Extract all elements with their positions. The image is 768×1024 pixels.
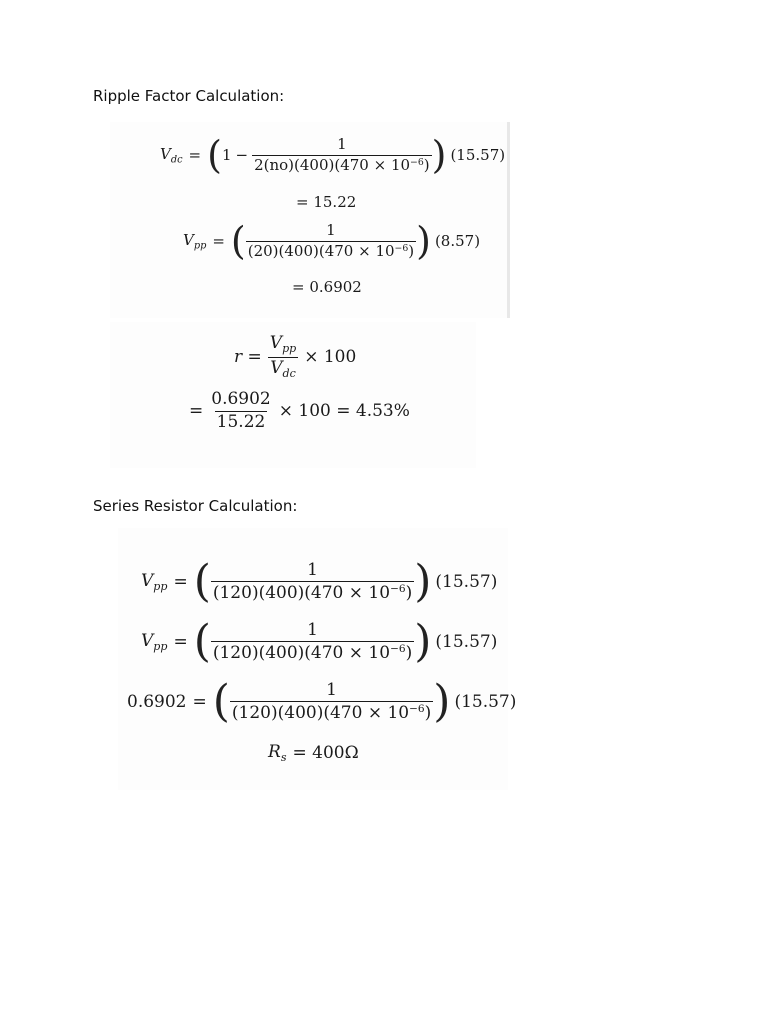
vpp-symbol: $V_{pp}$ (183, 230, 207, 252)
panel-edge (507, 122, 510, 318)
ratio-definition: r = $\frac{V_{pp}}{V_{dc}}$ × 100 (234, 333, 357, 380)
ripple-percentage: × 100 = 4.53% (278, 401, 410, 422)
vpp-over-vdc: $\frac{V_{pp}}{V_{dc}}$ (269, 333, 297, 380)
vdc-multiplier: (15.57) (450, 146, 506, 164)
vdc-one: 1 (221, 146, 232, 164)
vpp-result: = 0.6902 (292, 278, 362, 296)
ripple-heading: Ripple Factor Calculation: (93, 87, 285, 105)
vpp-equation: $V_{pp}$ = ( $\frac{1}{(20)(400)(470 \times 10^{-6})}$ ) (8.57) (183, 219, 481, 263)
vpp-fraction: $\frac{1}{(20)(400)(470 \times 10^{-6})}$ (247, 221, 415, 260)
vdc-fraction: $\frac{1}{2(no)(400)(470 \times 10^{-6})}$ (254, 135, 430, 174)
r-symbol: r = (234, 347, 262, 368)
rs-result: $R_s$ = 400Ω (268, 742, 359, 764)
vdc-symbol: $V_{dc}$ (160, 144, 183, 166)
vpp-multiplier: (8.57) (434, 232, 481, 250)
series-vpp-equation-1: $V_{pp}$ = ( $\frac{1}{(120)(400)(470 \times 10^{-6})}$ ) (15.57) (141, 556, 498, 607)
series-vpp-equation-2: $V_{pp}$ = ( $\frac{1}{(120)(400)(470 \times 10^{-6})}$ ) (15.57) (141, 616, 498, 667)
ratio-result: = $\frac{0.6902}{15.22}$ × 100 = 4.53% (189, 389, 410, 432)
series-heading: Series Resistor Calculation: (93, 497, 298, 515)
ratio-fraction: $\frac{0.6902}{15.22}$ (211, 389, 271, 432)
vdc-equation: $V_{dc}$ = ( 1 − $\frac{1}{2(no)(400)(470 \times 10^{-6})}$ ) (15.57) (160, 133, 506, 177)
vdc-result: = 15.22 (296, 193, 357, 211)
series-substituted-equation: 0.6902 = ( $\frac{1}{(120)(400)(470 \times 10^{-6})}$ ) (15.57) (127, 676, 517, 727)
